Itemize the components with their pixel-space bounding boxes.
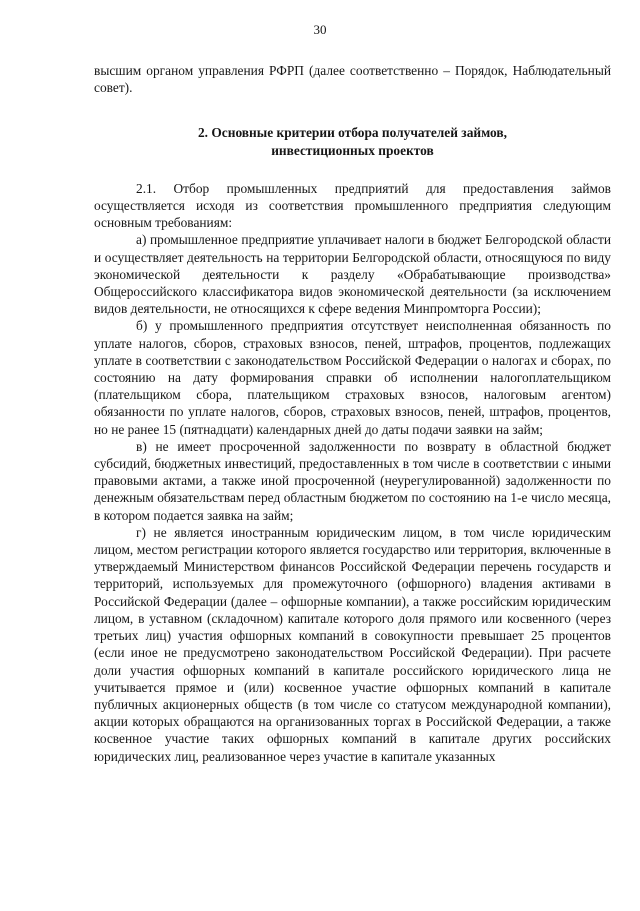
paragraph-2-1: 2.1. Отбор промышленных предприятий для предоставления займов осуществляется исходя из соответствия промышленного предприятия следующим основным требованиям: xyxy=(94,180,611,231)
paragraph-item-g: г) не является иностранным юридическим лицом, в том числе юридическим лицом, местом регистрации которого является государство или территория, включенные в утверждаемый Министерством финансов Российской Федерации перечень государств и территорий, используемых для промежуточного (офшорного) владения активами в Российской Федерации (далее – офшорные компании), а также российским юридическим лицом, в уставном (складочном) капитале которого доля прямого или косвенного (через третьих лиц) участия офшорных компаний в совокупности превышает 25 процентов (если иное не предусмотрено законодательством Российской Федерации). При расчете доли участия офшорных компаний в капитале российского юридического лица не учитывается прямое и (или) косвенное участие офшорных компаний в капитале публичных акционерных обществ (в том числе со статусом международной компании), акции которых обращаются на организованных торгах в Российской Федерации, а также косвенное участие таких офшорных компаний в капитале других российских юридических лиц, реализованное через участие в капитале указанных xyxy=(94,524,611,764)
document-body xyxy=(94,62,611,765)
section-heading-line1: 2. Основные критерии отбора получателей займов, xyxy=(197,125,507,141)
paragraph-item-v: в) не имеет просроченной задолженности по возврату в областной бюджет субсидий, бюджетных инвестиций, предоставленных в том числе в соответствии с иными правовыми актами, а также иной просроченной (неурегулированной) задолженности по денежным обязательствам перед областным бюджетом по состоянию на 1-е число месяца, в котором подается заявка на займ; xyxy=(94,438,611,523)
intro-paragraph: высшим органом управления РФРП (далее соответственно – Порядок, Наблюдательный совет). xyxy=(94,63,611,96)
section-heading xyxy=(94,124,611,158)
section-heading-line2: инвестиционных проектов xyxy=(271,142,434,158)
page-number: 30 xyxy=(313,22,327,37)
paragraph-item-b: б) у промышленного предприятия отсутствует неисполненная обязанность по уплате налогов, сборов, страховых взносов, пеней, штрафов, процентов, подлежащих уплате в соответствии с законодательством Российской Федерации о налогах и сборах, по состоянию на дату формирования справки об исполнении налогоплательщиком (плательщиком сбора, плательщиком страховых взносов, налоговым агентом) обязанности по уплате налогов, сборов, страховых взносов, пеней, штрафов, процентов, но не ранее 15 (пятнадцати) календарных дней до даты подачи заявки на займ; xyxy=(94,318,611,437)
paragraph-item-a: а) промышленное предприятие уплачивает налоги в бюджет Белгородской области и осуществляет деятельность на территории Белгородской области, относящуюся по виду экономической деятельности к разделу «Обрабатывающие производства» Общероссийского классификатора видов экономической деятельности (за исключением видов деятельности, не относящихся к сфере ведения Минпромторга России); xyxy=(94,232,611,317)
